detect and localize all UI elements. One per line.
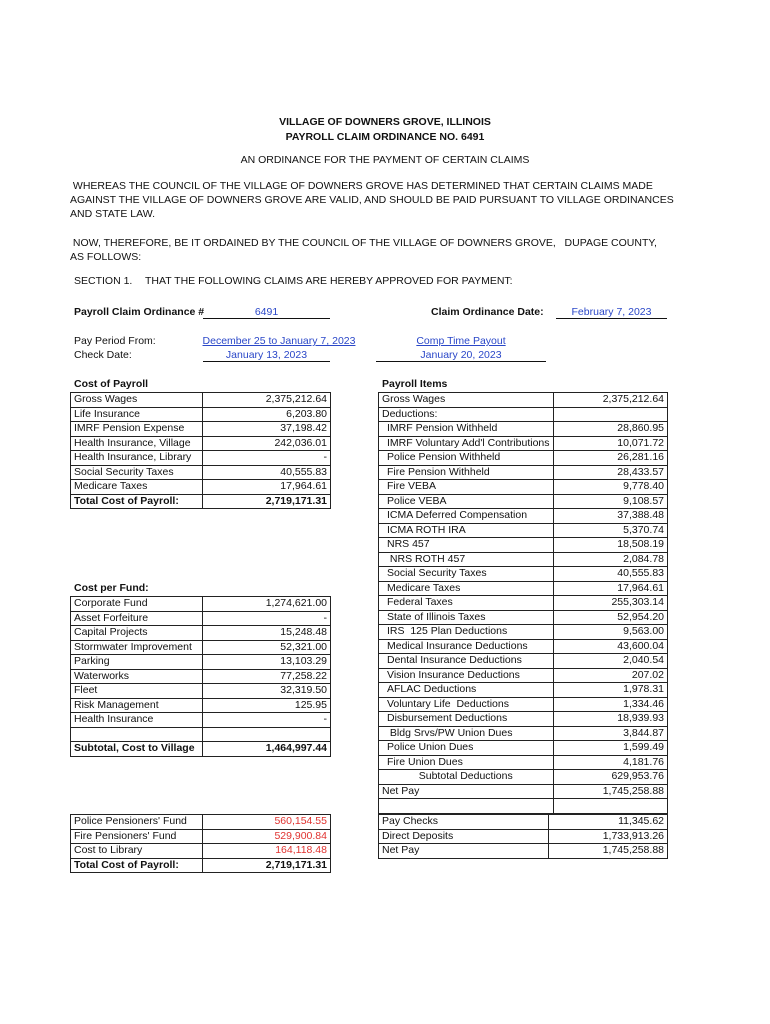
deduction-row <box>379 523 668 538</box>
deduction-row <box>379 654 668 669</box>
table-row <box>71 393 331 408</box>
row-value: 1,274,621.00 <box>202 597 330 612</box>
deduction-row <box>379 639 668 654</box>
row-label: IMRF Pension Expense <box>71 422 203 437</box>
deduction-row <box>379 726 668 741</box>
deduction-value: 28,433.57 <box>553 465 668 480</box>
deduction-row <box>379 668 668 683</box>
row-value: 15,248.48 <box>202 626 330 641</box>
now-line-2: AS FOLLOWS: <box>70 251 142 263</box>
deduction-value: 9,778.40 <box>553 480 668 495</box>
cost-of-payroll-title: Cost of Payroll <box>74 378 149 390</box>
row-value: 77,258.22 <box>202 669 330 684</box>
net-pay-value: 1,745,258.88 <box>553 784 668 799</box>
deduction-value: 37,388.48 <box>553 509 668 524</box>
subtotal-value: 1,464,997.44 <box>202 742 330 757</box>
deduction-label: Police VEBA <box>379 494 554 509</box>
row-value: 1,733,913.26 <box>549 829 668 844</box>
total-value: 2,719,171.31 <box>202 494 330 509</box>
deduction-value: 1,978.31 <box>553 683 668 698</box>
deduction-value: 207.02 <box>553 668 668 683</box>
deduction-row <box>379 422 668 437</box>
deduction-row <box>379 610 668 625</box>
row-label: Gross Wages <box>379 393 554 408</box>
row-label: Risk Management <box>71 698 203 713</box>
row-label: Health Insurance <box>71 713 203 728</box>
deduction-value: 1,334.46 <box>553 697 668 712</box>
title-line-1: VILLAGE OF DOWNERS GROVE, ILLINOIS <box>279 116 491 128</box>
payments-table <box>378 814 668 859</box>
net-pay-label: Net Pay <box>379 784 554 799</box>
row-value: 32,319.50 <box>202 684 330 699</box>
deduction-label: Vision Insurance Deductions <box>379 668 554 683</box>
deduction-label: NRS ROTH 457 <box>379 552 554 567</box>
table-row <box>71 829 331 844</box>
pay-period-value: December 25 to January 7, 2023 <box>202 335 356 347</box>
deduction-row <box>379 509 668 524</box>
deduction-value: 1,599.49 <box>553 741 668 756</box>
total-label: Total Cost of Payroll: <box>71 494 203 509</box>
total-row <box>71 494 331 509</box>
check-date-value: January 13, 2023 <box>203 349 330 362</box>
row-label: Health Insurance, Village <box>71 436 203 451</box>
row-value: 1,745,258.88 <box>549 844 668 859</box>
row-value: 11,345.62 <box>549 815 668 830</box>
row-label: Net Pay <box>379 844 549 859</box>
table-row <box>71 713 331 728</box>
table-row <box>71 480 331 495</box>
row-value: - <box>202 611 330 626</box>
row-label: Medicare Taxes <box>71 480 203 495</box>
deduction-label: State of Illinois Taxes <box>379 610 554 625</box>
deduction-row <box>379 480 668 495</box>
subtotal-value: 629,953.76 <box>553 770 668 785</box>
deduction-row <box>379 697 668 712</box>
row-label: Gross Wages <box>71 393 203 408</box>
deduction-row <box>379 567 668 582</box>
row-label: Parking <box>71 655 203 670</box>
row-value: 6,203.80 <box>202 407 330 422</box>
deduction-row <box>379 552 668 567</box>
table-row <box>379 815 668 830</box>
section-label: SECTION 1. <box>74 275 133 287</box>
check-date-label: Check Date: <box>74 349 132 361</box>
table-row <box>71 407 331 422</box>
total-value: 2,719,171.31 <box>202 858 330 873</box>
row-label: Corporate Fund <box>71 597 203 612</box>
payroll-items-table <box>378 392 668 814</box>
table-row <box>71 844 331 859</box>
payroll-items-title: Payroll Items <box>382 378 448 390</box>
row-label: Stormwater Improvement <box>71 640 203 655</box>
gross-row <box>379 393 668 408</box>
deduction-label: NRS 457 <box>379 538 554 553</box>
ordinance-number: 6491 <box>203 306 330 319</box>
deduction-label: Disbursement Deductions <box>379 712 554 727</box>
deduction-value: 9,563.00 <box>553 625 668 640</box>
deduction-row <box>379 596 668 611</box>
pensioners-table <box>70 814 331 873</box>
table-row <box>71 640 331 655</box>
table-row <box>71 626 331 641</box>
deduction-row <box>379 625 668 640</box>
deduction-row <box>379 451 668 466</box>
row-value: 52,321.00 <box>202 640 330 655</box>
row-value: 2,375,212.64 <box>553 393 668 408</box>
table-row <box>71 465 331 480</box>
row-label: Social Security Taxes <box>71 465 203 480</box>
table-row <box>71 436 331 451</box>
row-value: 125.95 <box>202 698 330 713</box>
deduction-label: Fire VEBA <box>379 480 554 495</box>
row-label: Fire Pensioners' Fund <box>71 829 203 844</box>
deduction-value: 40,555.83 <box>553 567 668 582</box>
row-value: - <box>202 713 330 728</box>
table-row <box>71 422 331 437</box>
deduction-value: 9,108.57 <box>553 494 668 509</box>
row-value: 17,964.61 <box>202 480 330 495</box>
deduction-label: Bldg Srvs/PW Union Dues <box>379 726 554 741</box>
deduction-row <box>379 755 668 770</box>
deduction-label: Medical Insurance Deductions <box>379 639 554 654</box>
row-value: 164,118.48 <box>202 844 330 859</box>
deduction-value: 5,370.74 <box>553 523 668 538</box>
whereas-line-1: WHEREAS THE COUNCIL OF THE VILLAGE OF DOWNERS GROVE HAS DETERMINED THAT CERTAIN CLAIMS MADE <box>70 180 653 192</box>
comp-time-label: Comp Time Payout <box>416 335 506 347</box>
total-row <box>71 858 331 873</box>
table-row <box>379 844 668 859</box>
deduction-label: Medicare Taxes <box>379 581 554 596</box>
row-label: Fleet <box>71 684 203 699</box>
table-row <box>71 669 331 684</box>
row-value: 40,555.83 <box>202 465 330 480</box>
subtotal-row <box>379 770 668 785</box>
claim-date-label: Claim Ordinance Date: <box>431 306 544 318</box>
spacer-row <box>379 799 668 814</box>
deduction-label: Police Union Dues <box>379 741 554 756</box>
row-label: Waterworks <box>71 669 203 684</box>
net-pay-row <box>379 784 668 799</box>
deduction-label: Fire Pension Withheld <box>379 465 554 480</box>
ordinance-label: Payroll Claim Ordinance # <box>74 306 205 318</box>
row-label: Pay Checks <box>379 815 549 830</box>
subtotal-label: Subtotal, Cost to Village <box>71 742 203 757</box>
deduction-value: 18,508.19 <box>553 538 668 553</box>
deduction-value: 10,071.72 <box>553 436 668 451</box>
deduction-label: AFLAC Deductions <box>379 683 554 698</box>
deduction-value: 18,939.93 <box>553 712 668 727</box>
row-label: Police Pensioners' Fund <box>71 815 203 830</box>
deduction-value: 28,860.95 <box>553 422 668 437</box>
table-row <box>71 597 331 612</box>
title-line-2: PAYROLL CLAIM ORDINANCE NO. 6491 <box>285 131 485 143</box>
subtotal-label: Subtotal Deductions <box>379 770 554 785</box>
table-row <box>71 655 331 670</box>
deduction-label: Fire Union Dues <box>379 755 554 770</box>
deduction-value: 3,844.87 <box>553 726 668 741</box>
now-line-1: NOW, THEREFORE, BE IT ORDAINED BY THE COUNCIL OF THE VILLAGE OF DOWNERS GROVE, DUPAGE COUNTY, <box>70 237 657 249</box>
deduction-label: IRS 125 Plan Deductions <box>379 625 554 640</box>
total-label: Total Cost of Payroll: <box>71 858 203 873</box>
pay-period-label: Pay Period From: <box>74 335 156 347</box>
deductions-label: Deductions: <box>379 407 554 422</box>
deduction-row <box>379 494 668 509</box>
row-label: Capital Projects <box>71 626 203 641</box>
row-value: - <box>202 451 330 466</box>
comp-time-date: January 20, 2023 <box>376 349 546 362</box>
row-label: Direct Deposits <box>379 829 549 844</box>
deduction-row <box>379 581 668 596</box>
row-label: Cost to Library <box>71 844 203 859</box>
deduction-row <box>379 436 668 451</box>
deduction-row <box>379 741 668 756</box>
row-label: Asset Forfeiture <box>71 611 203 626</box>
deduction-row <box>379 683 668 698</box>
deduction-label: IMRF Pension Withheld <box>379 422 554 437</box>
deduction-value: 26,281.16 <box>553 451 668 466</box>
row-value: 13,103.29 <box>202 655 330 670</box>
deduction-value: 17,964.61 <box>553 581 668 596</box>
deduction-value: 2,040.54 <box>553 654 668 669</box>
deduction-label: Dental Insurance Deductions <box>379 654 554 669</box>
whereas-line-3: AND STATE LAW. <box>70 208 155 220</box>
subtitle: AN ORDINANCE FOR THE PAYMENT OF CERTAIN CLAIMS <box>240 154 530 166</box>
table-row <box>71 451 331 466</box>
claim-date-value: February 7, 2023 <box>556 306 667 319</box>
deduction-label: ICMA Deferred Compensation <box>379 509 554 524</box>
table-row <box>71 815 331 830</box>
deduction-value: 4,181.76 <box>553 755 668 770</box>
cost-of-payroll-table <box>70 392 331 509</box>
row-value: 560,154.55 <box>202 815 330 830</box>
deduction-label: Police Pension Withheld <box>379 451 554 466</box>
deduction-label: Social Security Taxes <box>379 567 554 582</box>
table-row <box>71 684 331 699</box>
section-text: THAT THE FOLLOWING CLAIMS ARE HEREBY APPROVED FOR PAYMENT: <box>145 275 513 287</box>
deduction-value: 43,600.04 <box>553 639 668 654</box>
deduction-row <box>379 465 668 480</box>
row-value: 242,036.01 <box>202 436 330 451</box>
row-value: 529,900.84 <box>202 829 330 844</box>
row-label: Life Insurance <box>71 407 203 422</box>
deduction-value: 2,084.78 <box>553 552 668 567</box>
deduction-label: ICMA ROTH IRA <box>379 523 554 538</box>
table-row <box>71 698 331 713</box>
deductions-header-row <box>379 407 668 422</box>
whereas-line-2: AGAINST THE VILLAGE OF DOWNERS GROVE ARE VALID, AND SHOULD BE PAID PURSUANT TO VILLAGE ORDINANCES <box>70 194 674 206</box>
row-value: 2,375,212.64 <box>202 393 330 408</box>
deduction-label: Voluntary Life Deductions <box>379 697 554 712</box>
row-value: 37,198.42 <box>202 422 330 437</box>
deduction-label: Federal Taxes <box>379 596 554 611</box>
deduction-row <box>379 712 668 727</box>
cost-per-fund-table <box>70 596 331 757</box>
row-label: Health Insurance, Library <box>71 451 203 466</box>
deduction-value: 255,303.14 <box>553 596 668 611</box>
deduction-row <box>379 538 668 553</box>
table-row <box>379 829 668 844</box>
spacer-row <box>71 727 331 742</box>
table-row <box>71 611 331 626</box>
cost-per-fund-title: Cost per Fund: <box>74 582 149 594</box>
subtotal-row <box>71 742 331 757</box>
deduction-value: 52,954.20 <box>553 610 668 625</box>
deduction-label: IMRF Voluntary Add'l Contributions <box>379 436 554 451</box>
